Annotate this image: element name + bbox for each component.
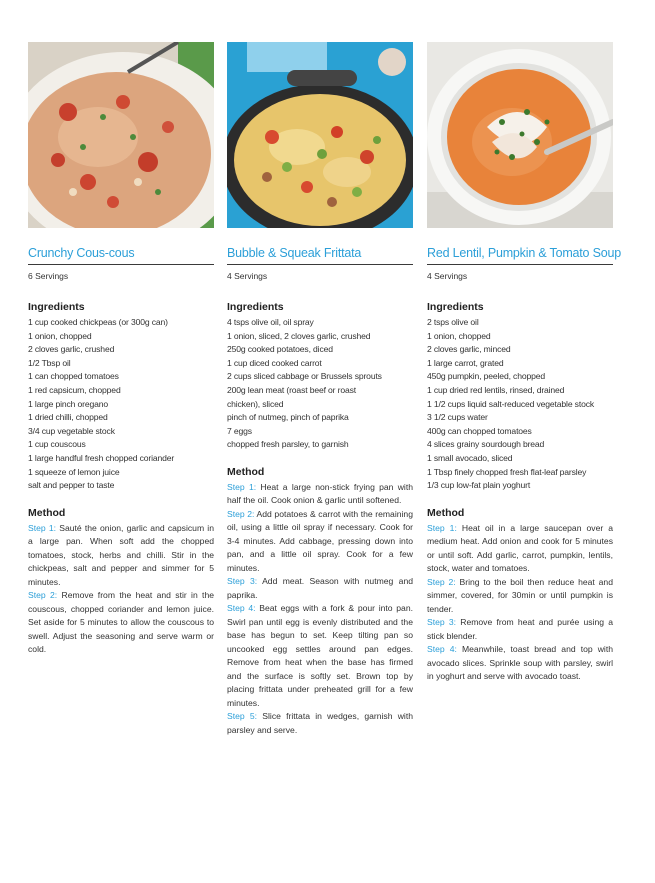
method-step <box>227 602 413 710</box>
ingredient-item: 1 onion, chopped <box>28 330 92 341</box>
ingredients-heading: Ingredients <box>227 301 284 313</box>
ingredient-item: 1 Tbsp finely chopped fresh flat-leaf parsley <box>427 466 587 477</box>
step-text: Remove from the heat and stir in the couscous, chopped coriander and lemon juice. Set aside for 5 minutes to allow the couscous to swell. Adjust the seasoning and serve warm or cold. <box>28 590 215 655</box>
ingredient-item: 1 cup diced cooked carrot <box>227 357 322 368</box>
recipe-card-frittata <box>227 42 413 737</box>
ingredient-item: 1/3 cup low-fat plain yoghurt <box>427 480 531 491</box>
method-step <box>28 522 214 590</box>
ingredient-item: 1 squeeze of lemon juice <box>28 466 120 477</box>
step-text: Meanwhile, toast bread and top with avocado slices. Sprinkle soup with parsley, swirl in yoghurt and serve with avocado toast. <box>427 644 613 682</box>
title-divider <box>28 264 214 265</box>
ingredient-item: 1 dried chilli, chopped <box>28 412 108 423</box>
ingredient-item: 250g cooked potatoes, diced <box>227 344 333 355</box>
title-divider <box>227 264 413 265</box>
ingredient-item: 4 slices grainy sourdough bread <box>427 439 545 450</box>
step-text: Heat oil in a large saucepan over a medium heat. Add onion and cook for 5 minutes or until soft. Add garlic, carrot, pumpkin, lentils, stock, water and tomatoes. <box>427 522 614 574</box>
method-heading: Method <box>227 465 265 478</box>
method-heading: Method <box>427 506 465 519</box>
step-text: Heat a large non-stick frying pan with half the oil. Cook onion & garlic until softened. <box>227 481 413 506</box>
title-divider <box>427 264 613 265</box>
recipe-title: Crunchy Cous-cous <box>28 246 135 260</box>
ingredient-item: 450g pumpkin, peeled, chopped <box>427 371 545 382</box>
servings: 4 Servings <box>427 271 468 281</box>
step-text: Slice frittata in wedges, garnish with parsley and serve. <box>227 711 414 735</box>
ingredients-list <box>427 316 613 493</box>
ingredient-item: 1 large pinch oregano <box>28 398 108 409</box>
ingredients-list <box>227 316 413 452</box>
recipe-card-soup <box>427 42 621 684</box>
ingredient-item: 2 cloves garlic, minced <box>427 344 511 355</box>
ingredient-item: 1 1/2 cups liquid salt-reduced vegetable stock <box>427 398 594 409</box>
recipe-card-couscous <box>28 42 214 657</box>
step-label: Step 4: <box>227 603 256 614</box>
ingredient-item: 1 cup dried red lentils, rinsed, drained <box>427 384 565 395</box>
ingredients-heading: Ingredients <box>427 301 484 313</box>
ingredient-item: pinch of nutmeg, pinch of paprika <box>227 412 349 423</box>
servings: 4 Servings <box>227 271 268 281</box>
frittata-photo <box>227 42 413 228</box>
ingredient-item: 1 onion, sliced, 2 cloves garlic, crushed <box>227 330 371 341</box>
ingredient-item: 1 cup cooked chickpeas (or 300g can) <box>28 317 168 327</box>
ingredient-item: 1 can chopped tomatoes <box>28 371 119 382</box>
step-label: Step 5: <box>227 711 258 722</box>
step-label: Step 2: <box>427 576 456 587</box>
ingredient-item: 3/4 cup vegetable stock <box>28 425 115 436</box>
ingredients-list <box>28 316 214 493</box>
recipe-title: Red Lentil, Pumpkin & Tomato Soup <box>427 246 621 260</box>
method-steps <box>427 522 613 684</box>
step-label: Step 1: <box>427 522 457 533</box>
couscous-photo <box>28 42 214 228</box>
method-step <box>227 508 413 576</box>
step-text: Bring to the boil then reduce heat and simmer, covered, for 30min or until pumpkin is tender. <box>427 576 613 614</box>
recipe-title: Bubble & Squeak Frittata <box>227 246 362 260</box>
method-steps <box>227 481 413 738</box>
method-step <box>227 481 413 508</box>
ingredient-item: 1 cup couscous <box>28 439 86 450</box>
soup-photo <box>427 42 613 228</box>
step-label: Step 3: <box>227 576 258 587</box>
ingredient-item: chopped fresh parsley, to garnish <box>227 439 349 450</box>
ingredient-item: 7 eggs <box>227 425 252 436</box>
step-label: Step 2: <box>28 590 58 601</box>
servings: 6 Servings <box>28 271 69 281</box>
step-text: Beat eggs with a fork & pour into pan. Swirl pan until egg is evenly distributed and the base has begun to set. Keep tilting pan so uncooked egg settles around pan edges. Remove from heat when the base has firmed and the surface is softly set. Brown top by placing frittata under preheated grill for a few minutes. <box>227 603 413 708</box>
ingredient-item: 400g can chopped tomatoes <box>427 425 532 436</box>
method-step <box>28 589 214 657</box>
method-heading: Method <box>28 506 66 519</box>
ingredient-item: 1 large carrot, grated <box>427 357 504 368</box>
step-label: Step 2: <box>227 508 255 519</box>
step-label: Step 3: <box>427 617 457 628</box>
ingredient-item: 2 cups sliced cabbage or Brussels sprouts <box>227 371 382 382</box>
ingredient-item: 200g lean meat (roast beef or roast <box>227 384 356 395</box>
ingredient-item: salt and pepper to taste <box>28 480 115 491</box>
ingredient-item: 1 onion, chopped <box>427 330 491 341</box>
step-label: Step 1: <box>227 481 257 492</box>
ingredient-item: 2 cloves garlic, crushed <box>28 344 115 355</box>
ingredient-item: 3 1/2 cups water <box>427 412 488 423</box>
ingredient-item: 1 red capsicum, chopped <box>28 384 121 395</box>
method-step <box>427 576 613 617</box>
ingredients-heading: Ingredients <box>28 301 85 313</box>
ingredient-item: chicken), sliced <box>227 398 284 409</box>
ingredient-item: 4 tsps olive oil, oil spray <box>227 317 314 327</box>
method-step <box>227 575 413 602</box>
step-text: Sauté the onion, garlic and capsicum in a large pan. When soft add the chopped tomatoes, stock, herbs and chilli. Stir in the chickpeas, salt and pepper and simmer for 5 minutes. <box>28 522 214 587</box>
ingredient-item: 1 large handful fresh chopped coriander <box>28 452 175 463</box>
step-label: Step 4: <box>427 644 457 655</box>
method-step <box>427 643 613 684</box>
step-text: Add potatoes & carrot with the remaining oil, using a little oil spray if necessary. Cook for 3-4 minutes. Add cabbage, pressing down into pan, and a little oil spray. Cook for a few minutes. <box>227 508 413 573</box>
ingredient-item: 1/2 Tbsp oil <box>28 357 71 368</box>
ingredient-item: 1 small avocado, sliced <box>427 452 513 463</box>
method-step <box>427 616 613 643</box>
method-step <box>427 522 613 576</box>
step-label: Step 1: <box>28 522 57 533</box>
ingredient-item: 2 tsps olive oil <box>427 317 479 327</box>
method-step <box>227 710 413 737</box>
step-text: Add meat. Season with nutmeg and paprika. <box>227 576 414 600</box>
method-steps <box>28 522 214 657</box>
step-text: Remove from heat and purée using a stick blender. <box>427 617 613 641</box>
